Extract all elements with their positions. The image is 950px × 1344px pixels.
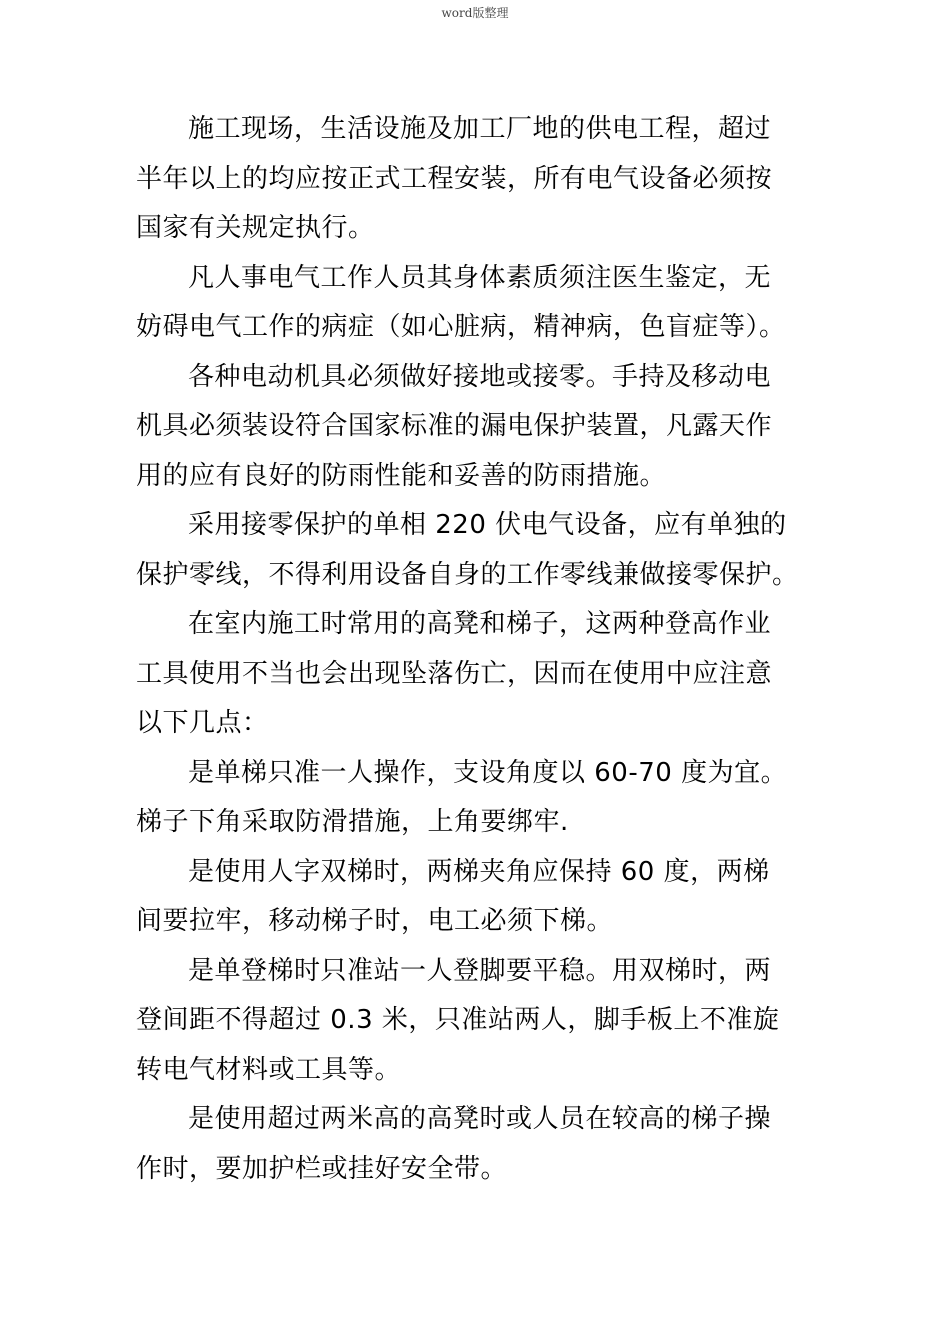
text-line: 凡人事电气工作人员其身体素质须注医生鉴定，无: [188, 262, 772, 293]
text-line: 转电气材料或工具等。: [136, 1054, 402, 1085]
text-line: 各种电动机具必须做好接地或接零。手持及移动电: [188, 361, 772, 392]
text-line: 国家有关规定执行。: [136, 213, 375, 243]
text-line: 采用接零保护的单相 220 伏电气设备，应有单独的: [188, 510, 787, 540]
text-line: 在室内施工时常用的高凳和梯子，这两种登高作业: [188, 609, 772, 639]
text-line: 工具使用不当也会出现坠落伤亡，因而在使用中应注意: [136, 658, 773, 689]
text-line: 保护零线，不得利用设备自身的工作零线兼做接零保护。: [136, 559, 799, 590]
text-line: 是使用超过两米高的高凳时或人员在较高的梯子操: [188, 1104, 772, 1134]
text-line: 施工现场，生活设施及加工厂地的供电工程，超过: [188, 114, 772, 144]
text-line: 妨碍电气工作的病症（如心脏病，精神病，色盲症等）。: [136, 312, 786, 342]
text-line: 登间距不得超过 0.3 米，只准站两人，脚手板上不准旋: [136, 1005, 780, 1035]
text-line: 作时，要加护栏或挂好安全带。: [136, 1153, 508, 1184]
document-body: [136, 105, 816, 1194]
text-line: 半年以上的均应按正式工程安装，所有电气设备必须按: [136, 163, 773, 194]
page-header: word版整理: [441, 6, 509, 20]
text-line: 是使用人字双梯时，两梯夹角应保持 60 度，两梯: [188, 856, 770, 887]
text-line: 梯子下角采取防滑措施，上角要绑牢.: [136, 807, 569, 837]
text-line: 是单登梯时只准站一人登脚要平稳。用双梯时，两: [188, 955, 772, 986]
text-line: 是单梯只准一人操作，支设角度以 60-70 度为宜。: [188, 757, 788, 788]
text-line: 用的应有良好的防雨性能和妥善的防雨措施。: [136, 460, 667, 491]
text-line: 机具必须装设符合国家标准的漏电保护装置，凡露天作: [136, 411, 773, 441]
text-line: 间要拉牢，移动梯子时，电工必须下梯。: [136, 906, 614, 936]
text-line: 以下几点：: [136, 708, 269, 738]
